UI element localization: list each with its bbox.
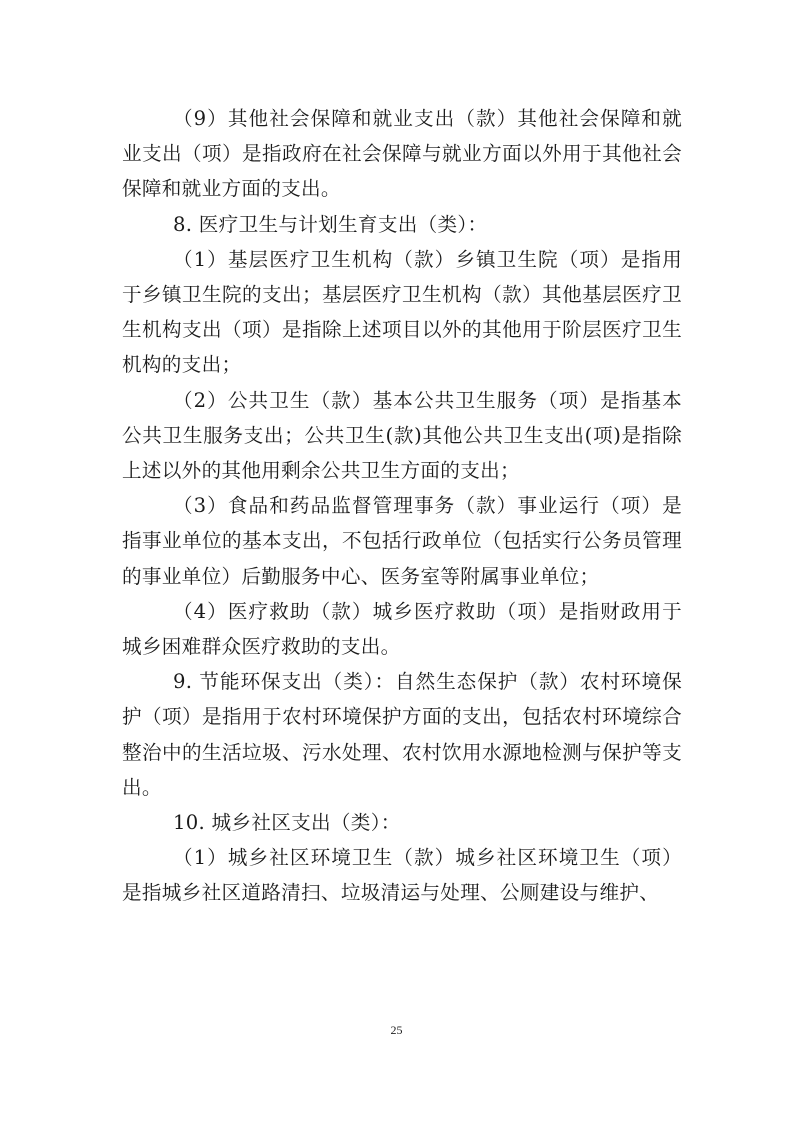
paragraph-food-drug-supervision: （3）食品和药品监督管理事务（款）事业运行（项）是指事业单位的基本支出，不包括行政单位（包括实行公务员管理的事业单位）后勤服务中心、医务室等附属事业单位；	[122, 494, 682, 588]
section-heading-9-environment: 9. 节能环保支出（类）：自然生态保护（款）农村环境保护（项）是指用于农村环境保护方面的支出，包括农村环境综合整治中的生活垃圾、污水处理、农村饮用水源地检测与保护等支出。	[122, 670, 682, 799]
page-number: 25	[390, 1023, 403, 1037]
paragraph-primary-medical: （1）基层医疗卫生机构（款）乡镇卫生院（项）是指用于乡镇卫生院的支出；基层医疗卫生机构（款）其他基层医疗卫生机构支出（项）是指除上述项目以外的其他用于阶层医疗卫生机构的支出；	[122, 247, 682, 377]
paragraph-medical-assistance: （4）医疗救助（款）城乡医疗救助（项）是指财政用于城乡困难群众医疗救助的支出。	[122, 599, 682, 659]
document-body	[122, 101, 682, 911]
paragraph-community-sanitation: （1）城乡社区环境卫生（款）城乡社区环境卫生（项）是指城乡社区道路清扫、垃圾清运与处理、公厕建设与维护、	[122, 846, 682, 905]
section-heading-10-community: 10. 城乡社区支出（类）：	[172, 811, 401, 835]
paragraph-public-health: （2）公共卫生（款）基本公共卫生服务（项）是指基本公共卫生服务支出；公共卫生(款)其他公共卫生支出(项)是指除上述以外的其他用剩余公共卫生方面的支出；	[122, 388, 682, 483]
section-heading-8-medical: 8. 医疗卫生与计划生育支出（类）：	[172, 212, 488, 236]
paragraph-other-social-security: （9）其他社会保障和就业支出（款）其他社会保障和就业支出（项）是指政府在社会保障与就业方面以外用于其他社会保障和就业方面的支出。	[122, 107, 682, 201]
